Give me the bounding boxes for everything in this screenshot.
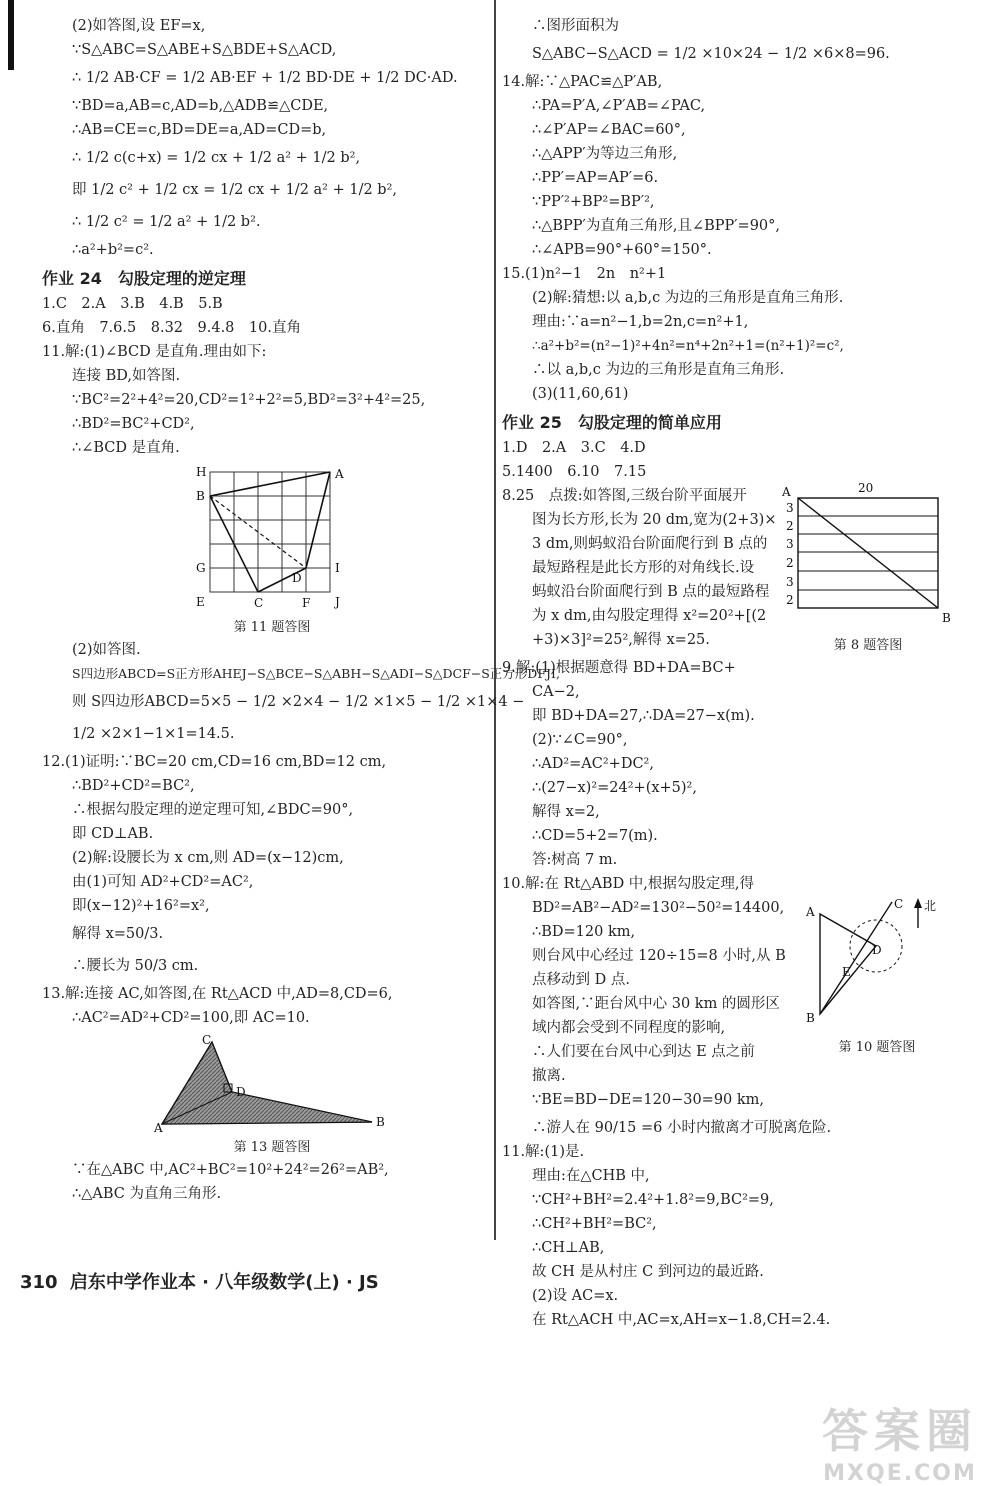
answer-line: ∵CH²+BH²=2.4²+1.8²=9,BC²=9, (532, 1192, 774, 1208)
fig11-label-A: A (335, 467, 344, 481)
binding-edge (8, 0, 14, 70)
answer-line: ∴BD²+CD²=BC², (72, 778, 195, 794)
figure-13-triangle (152, 1034, 392, 1134)
section-heading-25: 作业 25 勾股定理的简单应用 (502, 413, 722, 432)
answer-line: 则台风中心经过 120÷15=8 小时,从 B (532, 948, 786, 964)
right-column (502, 14, 972, 1332)
fig10-label-D: D (872, 943, 882, 957)
answer-line: ∴BD²=BC²+CD², (72, 416, 195, 432)
answer-line: ∴根据勾股定理的逆定理可知,∠BDC=90°, (72, 802, 354, 818)
fig13-label-B: B (376, 1115, 385, 1129)
answer-line: ∴CH⊥AB, (532, 1240, 605, 1256)
fig11-label-D: D (292, 571, 302, 585)
question-8-block (502, 484, 972, 656)
watermark (822, 1395, 978, 1486)
answer-line: 则 S四边形ABCD=5×5 − 1/2 ×2×4 − 1/2 ×1×5 − 1/2 ×1×4 − (72, 694, 525, 710)
answer-line: ∵BE=BD−DE=120−30=90 km, (532, 1092, 765, 1108)
text-line: (2)解:猜想:以 a,b,c 为边的三角形是直角三角形. (532, 290, 844, 306)
answer-line: 撤离. (532, 1068, 566, 1084)
answer-line: (2)设 AC=x. (532, 1288, 619, 1304)
text-line: ∴△APP′为等边三角形, (532, 146, 678, 162)
answer-line: 在 Rt△ACH 中,AC=x,AH=x−1.8,CH=2.4. (532, 1312, 831, 1328)
text-line: 即 1/2 c² + 1/2 cx = 1/2 cx + 1/2 a² + 1/2 b², (72, 182, 397, 198)
answer-line: S四边形ABCD=S正方形AHEJ−S△BCE−S△ABH−S△ADI−S△DCF−S正方形DFJI, (72, 666, 560, 681)
figure-13-caption: 第 13 题答图 (233, 1140, 311, 1155)
figure-11 (192, 464, 352, 638)
figure-8 (778, 482, 958, 656)
text-line: ∴图形面积为 (532, 18, 619, 34)
answer-line: CA−2, (532, 684, 580, 700)
text-line: ∴∠P′AP=∠BAC=60°, (532, 122, 686, 138)
answer-line: 连接 BD,如答图. (72, 368, 181, 384)
text-line: ∴ 1/2 c(c+x) = 1/2 cx + 1/2 a² + 1/2 b², (72, 150, 361, 166)
figure-10-caption: 第 10 题答图 (838, 1040, 916, 1055)
book-title: 启东中学作业本 · 八年级数学(上) · JS (69, 1272, 379, 1293)
text-line: (3)(11,60,61) (532, 386, 629, 402)
fig10-north-label: 北 (924, 899, 937, 913)
answer-line: ∴(27−x)²=24²+(x+5)², (532, 780, 697, 796)
answer-line: ∵在△ABC 中,AC²+BC²=10²+24²=26²=AB², (72, 1162, 389, 1178)
answer-line: ∴腰长为 50/3 cm. (72, 958, 199, 974)
fig8-side-label: 2 (786, 519, 794, 533)
answer-line: 即 BD+DA=27,∴DA=27−x(m). (532, 708, 755, 724)
answer-line: ∴CD=5+2=7(m). (532, 828, 658, 844)
text-line: ∵S△ABC=S△ABE+S△BDE+S△ACD, (72, 42, 337, 58)
fig11-label-B: B (196, 489, 205, 503)
text-line: 15.(1)n²−1 2n n²+1 (502, 266, 667, 282)
watermark-url: MXQE.COM (823, 1461, 977, 1486)
answer-line: ∴游人在 90/15 =6 小时内撤离才可脱离危险. (532, 1120, 832, 1136)
fig11-label-C: C (254, 596, 264, 610)
answer-line: 13.解:连接 AC,如答图,在 Rt△ACD 中,AD=8,CD=6, (42, 986, 393, 1002)
figure-10-map (802, 894, 952, 1034)
text-line: ∴ 1/2 AB·CF = 1/2 AB·EF + 1/2 BD·DE + 1/2 DC·AD. (72, 70, 458, 86)
section-heading-24: 作业 24 勾股定理的逆定理 (42, 269, 246, 288)
fig10-label-E: E (842, 965, 851, 979)
watermark-logo-text: 答案圈 (822, 1404, 978, 1458)
answer-line: (2)如答图. (72, 642, 141, 658)
answer-line: 点移动到 D 点. (532, 972, 630, 988)
answer-line: 蚂蚁沿台阶面爬行到 B 点的最短路程 (532, 584, 770, 600)
fig8-label-B: B (942, 611, 951, 625)
column-divider (494, 0, 496, 1240)
answer-line: 由(1)可知 AD²+CD²=AC², (72, 874, 254, 890)
answer-line: 为 x dm,由勾股定理得 x²=20²+[(2 (532, 608, 767, 624)
answer-line: ∴△ABC 为直角三角形. (72, 1186, 222, 1202)
fig11-label-J: J (335, 595, 340, 609)
fig8-top-label: 20 (858, 482, 874, 495)
fig8-side-label: 3 (786, 501, 794, 515)
text-line: 14.解:∵△PAC≌△P′AB, (502, 74, 663, 90)
text-line: ∵BD=a,AB=c,AD=b,△ADB≌△CDE, (72, 98, 329, 114)
text-line: ∴PA=P′A,∠P′AB=∠PAC, (532, 98, 706, 114)
answer-line: ∴AC²=AD²+CD²=100,即 AC=10. (72, 1010, 310, 1026)
fig8-side-label: 3 (786, 575, 794, 589)
fig8-label-A: A (782, 485, 791, 499)
figure-8-stairs (778, 482, 958, 632)
answer-line: 图为长方形,长为 20 dm,宽为(2+3)× (532, 512, 777, 528)
fig8-side-label: 2 (786, 556, 794, 570)
fig8-side-label: 2 (786, 593, 794, 607)
fig10-label-B: B (806, 1011, 815, 1025)
text-line: ∴a²+b²=c². (72, 242, 154, 258)
answer-line: 1.D 2.A 3.C 4.D (502, 440, 646, 456)
answer-line: 1/2 ×2×1−1×1=14.5. (72, 726, 235, 742)
answer-line: 域内都会受到不同程度的影响, (532, 1020, 726, 1036)
answer-line: 11.解:(1)∠BCD 是直角.理由如下: (42, 344, 267, 360)
answer-line: ∴CH²+BH²=BC², (532, 1216, 657, 1232)
text-line: ∴a²+b²=(n²−1)²+4n²=n⁴+2n²+1=(n²+1)²=c², (532, 338, 844, 354)
answer-line: 11.解:(1)是. (502, 1144, 585, 1160)
answer-line: 9.解:(1)根据题意得 BD+DA=BC+ (502, 660, 736, 676)
fig13-label-C: C (202, 1034, 212, 1047)
text-line: 理由:∵a=n²−1,b=2n,c=n²+1, (532, 314, 749, 330)
text-line: ∴PP′=AP=AP′=6. (532, 170, 659, 186)
answer-line: 答:树高 7 m. (532, 852, 618, 868)
text-line: ∴∠APB=90°+60°=150°. (532, 242, 712, 258)
answer-line: (2)∵∠C=90°, (532, 732, 628, 748)
answer-line: ∴AD²=AC²+DC², (532, 756, 654, 772)
figure-8-caption: 第 8 题答图 (833, 638, 903, 653)
answer-line: +3)×3]²=25²,解得 x=25. (532, 632, 710, 648)
answer-line: 理由:在△CHB 中, (532, 1168, 650, 1184)
figure-10 (802, 894, 952, 1058)
page-footer (20, 1268, 379, 1294)
fig8-side-label: 3 (786, 537, 794, 551)
answer-line: 3 dm,则蚂蚁沿台阶面爬行到 B 点的 (532, 536, 768, 552)
answer-line: BD²=AB²−AD²=130²−50²=14400, (532, 900, 785, 916)
fig11-label-E: E (196, 595, 205, 609)
answer-line: 即(x−12)²+16²=x², (72, 898, 210, 914)
fig11-label-F: F (302, 596, 311, 610)
fig13-label-A: A (154, 1121, 163, 1134)
answer-line: ∴人们要在台风中心到达 E 点之前 (532, 1044, 755, 1060)
fig13-label-D: D (236, 1085, 246, 1099)
answer-line: (2)解:设腰长为 x cm,则 AD=(x−12)cm, (72, 850, 344, 866)
answer-line: 即 CD⊥AB. (72, 826, 154, 842)
fig11-label-H: H (196, 465, 207, 479)
answer-line: 1.C 2.A 3.B 4.B 5.B (42, 296, 223, 312)
figure-11-grid (192, 464, 352, 614)
page-number: 310 (20, 1272, 58, 1293)
text-line: S△ABC−S△ACD = 1/2 ×10×24 − 1/2 ×6×8=96. (532, 46, 890, 62)
text-line: ∴△BPP′为直角三角形,且∠BPP′=90°, (532, 218, 781, 234)
answer-line: 8.25 点拨:如答图,三级台阶平面展开 (502, 488, 747, 504)
fig10-label-A: A (806, 905, 815, 919)
answer-line: 解得 x=50/3. (72, 926, 164, 942)
answer-line: 5.1400 6.10 7.15 (502, 464, 647, 480)
answer-line: 10.解:在 Rt△ABD 中,根据勾股定理,得 (502, 876, 755, 892)
figure-11-caption: 第 11 题答图 (233, 620, 311, 635)
text-line: ∵PP′²+BP²=BP′², (532, 194, 655, 210)
fig11-label-I: I (335, 561, 340, 575)
question-10-block (502, 872, 972, 1140)
answer-line: 解得 x=2, (532, 804, 600, 820)
answer-line: ∴BD=120 km, (532, 924, 636, 940)
answer-line: 6.直角 7.6.5 8.32 9.4.8 10.直角 (42, 320, 301, 336)
answer-line: 最短路程是此长方形的对角线长.设 (532, 560, 755, 576)
text-line: ∴AB=CE=c,BD=DE=a,AD=CD=b, (72, 122, 327, 138)
answer-line: 如答图,∵距台风中心 30 km 的圆形区 (532, 996, 780, 1012)
fig11-label-G: G (196, 561, 206, 575)
answer-line: ∵BC²=2²+4²=20,CD²=1²+2²=5,BD²=3²+4²=25, (72, 392, 426, 408)
answer-line: ∴∠BCD 是直角. (72, 440, 180, 456)
answer-line: 故 CH 是从村庄 C 到河边的最近路. (532, 1264, 764, 1280)
answer-line: 12.(1)证明:∵BC=20 cm,CD=16 cm,BD=12 cm, (42, 754, 387, 770)
text-line: ∴以 a,b,c 为边的三角形是直角三角形. (532, 362, 785, 378)
text-line: (2)如答图,设 EF=x, (72, 18, 206, 34)
text-line: ∴ 1/2 c² = 1/2 a² + 1/2 b². (72, 214, 261, 230)
figure-13 (152, 1034, 392, 1158)
fig10-label-C: C (894, 897, 904, 911)
